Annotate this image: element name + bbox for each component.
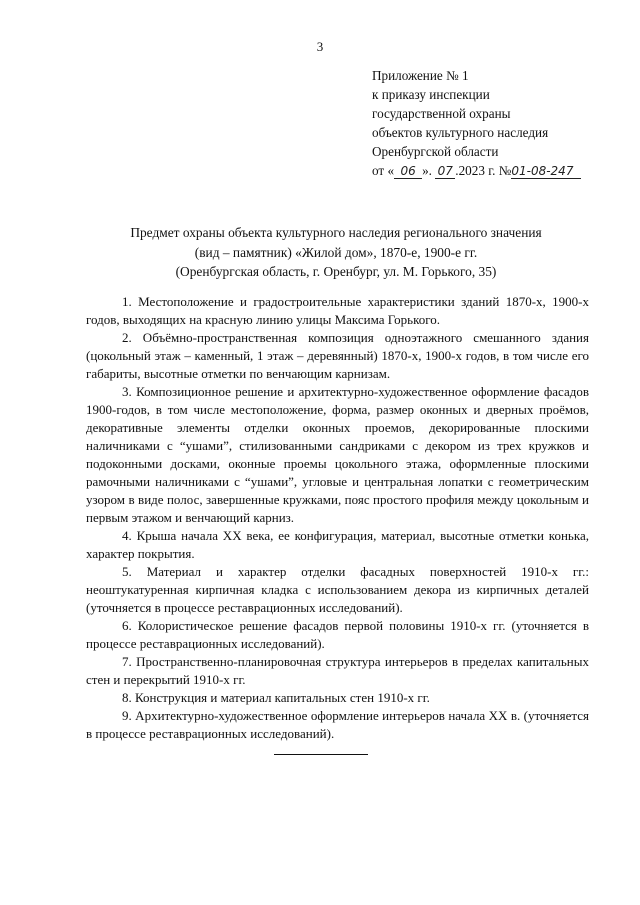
appendix-date-line	[372, 161, 581, 180]
list-item: 7. Пространственно-планировочная структура интерьеров в пределах капитальных стен и перекрытий 1910-х гг.	[86, 654, 589, 687]
title-line-3: (Оренбургская область, г. Оренбург, ул. М. Горького, 35)	[175, 264, 497, 279]
document-title	[70, 223, 602, 282]
list-item: 6. Колористическое решение фасадов первой половины 1910-х гг. (уточняется в процессе реставрационных исследований).	[86, 618, 589, 651]
date-prefix: от «	[372, 163, 395, 178]
date-year: .2023 г. №	[455, 163, 512, 178]
list-item: 4. Крыша начала XX века, ее конфигурация, материал, высотные отметки конька, характер покрытия.	[86, 528, 589, 561]
appendix-line-3: государственной охраны	[372, 106, 511, 121]
handwritten-day: 06	[394, 164, 422, 179]
list-item: 2. Объёмно-пространственная композиция одноэтажного смешанного здания (цокольный этаж – каменный, 1 этаж – деревянный) 1870-х, 1900-х годов, в том числе его габариты, высотные отметки по венчающим карнизам.	[86, 330, 589, 381]
end-divider	[274, 754, 368, 755]
title-line-1: Предмет охраны объекта культурного наследия регионального значения	[130, 225, 542, 240]
page-number: 3	[316, 39, 324, 54]
protection-items-list	[86, 293, 589, 743]
appendix-line-1: Приложение № 1	[372, 68, 469, 83]
date-day-suffix: ».	[422, 163, 436, 178]
list-item: 3. Композиционное решение и архитектурно-художественное оформление фасадов 1900-годов, в том числе местоположение, форма, размер оконных и дверных проёмов, декоративные элементы отделки оконных проемов, декорированные плоскими наличниками с “ушами”, стилизованными сандриками с декором из трех кружков и подоконными досками, оконные проемы цокольного этажа, оформленные плоскими рамочными наличниками с “ушами”, угловые и центральная лопатки с геометрическим узором в виде полос, завершенные кружками, пояс простого профиля между цокольным и первым этажом и венчающий карниз.	[86, 384, 589, 525]
appendix-block	[372, 66, 581, 180]
appendix-line-2: к приказу инспекции	[372, 87, 490, 102]
handwritten-order-number: 01-08-247	[511, 164, 581, 179]
list-item: 9. Архитектурно-художественное оформление интерьеров начала XX в. (уточняется в процессе реставрационных исследований).	[86, 708, 589, 741]
appendix-line-4: объектов культурного наследия	[372, 125, 549, 140]
list-item: 1. Местоположение и градостроительные характеристики зданий 1870-х, 1900-х годов, выходящих на красную линию улицы Максима Горького.	[86, 294, 589, 327]
appendix-line-5: Оренбургской области	[372, 144, 499, 159]
list-item: 8. Конструкция и материал капитальных стен 1910-х гг.	[122, 690, 430, 705]
list-item: 5. Материал и характер отделки фасадных поверхностей 1910-х гг.: неоштукатуренная кирпичная кладка с использованием декора из кирпичных деталей (уточняется в процессе реставрационных исследований).	[86, 564, 589, 615]
title-line-2: (вид – памятник) «Жилой дом», 1870-е, 1900-е гг.	[194, 244, 478, 260]
handwritten-month: 07	[435, 164, 455, 179]
